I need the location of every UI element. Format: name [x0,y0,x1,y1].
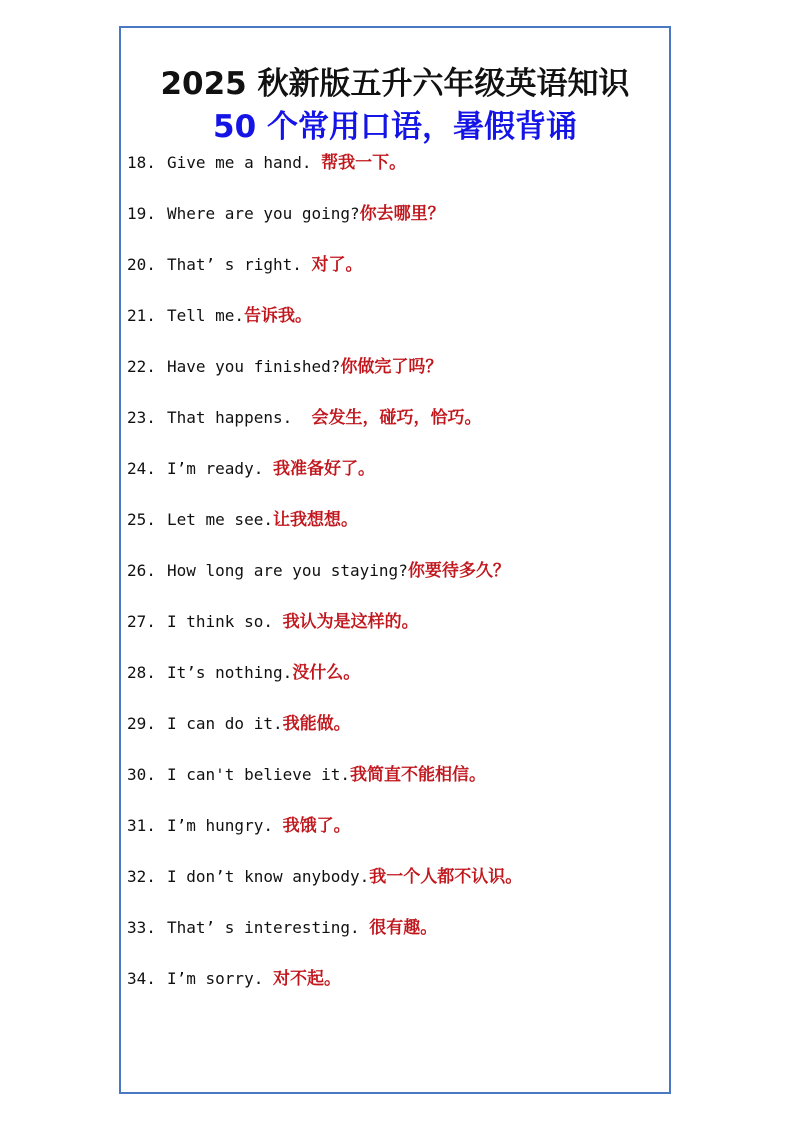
item-number: 29. [127,714,156,733]
english-phrase: I can't believe it. [167,765,351,784]
list-item [127,968,663,1019]
list-item [127,611,663,662]
chinese-translation: 你做完了吗？ [340,357,443,377]
list-item [127,509,663,560]
list-item [127,254,663,305]
english-phrase: I’m ready. [167,459,273,478]
item-number: 23. [127,408,156,427]
english-phrase: Give me a hand. [167,153,322,172]
list-item [127,764,663,815]
item-number: 20. [127,255,156,274]
chinese-translation: 我能做。 [282,714,351,734]
list-item [127,458,663,509]
chinese-translation: 很有趣。 [369,918,438,938]
english-phrase: Where are you going? [167,204,360,223]
phrase-list [127,152,663,1019]
page-frame [119,26,671,1094]
chinese-translation: 我饿了。 [282,816,351,836]
list-item [127,917,663,968]
english-phrase: Tell me. [167,306,245,325]
list-item [127,305,663,356]
page-title: 2025 秋新版五升六年级英语知识 [160,66,630,102]
item-number: 28. [127,663,156,682]
chinese-translation: 我认为是这样的。 [282,612,419,632]
chinese-translation: 会发生，碰巧，恰巧。 [311,408,482,428]
item-number: 32. [127,867,156,886]
list-item [127,662,663,713]
page-subtitle: 50 个常用口语，暑假背诵 [213,109,577,145]
chinese-translation: 帮我一下。 [321,153,407,173]
chinese-translation: 你要待多久？ [407,561,510,581]
chinese-translation: 我准备好了。 [272,459,375,479]
chinese-translation: 对不起。 [272,969,341,989]
item-number: 18. [127,153,156,172]
chinese-translation: 告诉我。 [244,306,313,326]
english-phrase: I think so. [167,612,283,631]
item-number: 34. [127,969,156,988]
english-phrase: I’m sorry. [167,969,273,988]
item-number: 24. [127,459,156,478]
item-number: 26. [127,561,156,580]
english-phrase: It’s nothing. [167,663,293,682]
list-item [127,815,663,866]
list-item [127,866,663,917]
item-number: 25. [127,510,156,529]
list-item [127,203,663,254]
item-number: 27. [127,612,156,631]
chinese-translation: 你去哪里？ [359,204,445,224]
english-phrase: I don’t know anybody. [167,867,370,886]
item-number: 21. [127,306,156,325]
english-phrase: I’m hungry. [167,816,283,835]
chinese-translation: 我一个人都不认识。 [369,867,523,887]
item-number: 22. [127,357,156,376]
english-phrase: That’ s interesting. [167,918,370,937]
english-phrase: That happens. [167,408,312,427]
list-item [127,356,663,407]
chinese-translation: 我简直不能相信。 [350,765,487,785]
english-phrase: Have you finished? [167,357,341,376]
list-item [127,407,663,458]
list-item [127,560,663,611]
item-number: 33. [127,918,156,937]
list-item [127,713,663,764]
english-phrase: Let me see. [167,510,273,529]
english-phrase: How long are you staying? [167,561,408,580]
item-number: 31. [127,816,156,835]
chinese-translation: 让我想想。 [272,510,358,530]
english-phrase: That’ s right. [167,255,312,274]
chinese-translation: 没什么。 [292,663,361,683]
list-item [127,152,663,203]
item-number: 30. [127,765,156,784]
chinese-translation: 对了。 [311,255,363,275]
item-number: 19. [127,204,156,223]
english-phrase: I can do it. [167,714,283,733]
